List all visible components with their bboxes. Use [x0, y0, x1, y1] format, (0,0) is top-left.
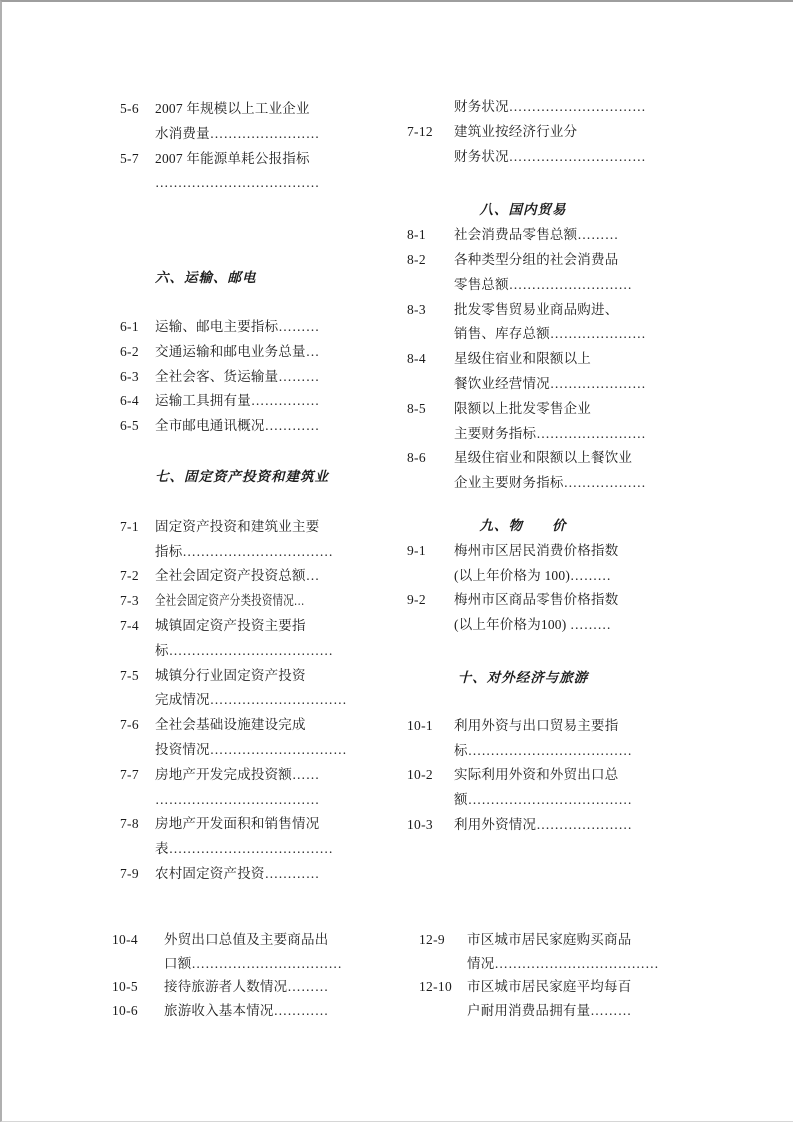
toc-entry: [419, 975, 649, 1022]
entry-text: [454, 446, 646, 496]
entry-line: 城镇分行业固定资产投资: [155, 667, 306, 683]
entry-text: [454, 714, 639, 764]
entry-line: 企业主要财务指标………………: [454, 475, 646, 491]
entry-line: 建筑业按经济行业分: [454, 123, 578, 139]
entry-text: [155, 414, 320, 439]
entry-number: 9-2: [407, 592, 426, 608]
entry-line: 财务状况…………………………: [454, 99, 646, 114]
entry-line: 梅州市区居民消费价格指数: [454, 542, 619, 558]
entry-text: [155, 664, 347, 714]
entry-line: ………………………………: [155, 791, 320, 807]
entry-line: 全社会固定资产分类投资情况…: [155, 593, 305, 609]
entry-line: 餐饮业经营情况…………………: [454, 375, 646, 391]
entry-line: 水消费量……………………: [155, 125, 320, 141]
entry-line: 财务状况…………………………: [454, 148, 646, 164]
entry-number: 7-1: [120, 518, 139, 534]
entry-line: 交通运输和邮电业务总量…: [155, 343, 320, 359]
toc-entry: [120, 97, 320, 147]
entry-line: 运输、邮电主要指标………: [155, 318, 320, 334]
entry-line: 梅州市区商品零售价格指数: [454, 592, 619, 608]
entry-number: 12-9: [419, 932, 445, 947]
entry-number: 6-1: [120, 318, 139, 334]
toc-entry: [120, 564, 320, 589]
entry-text: [454, 347, 646, 397]
entry-text: [155, 589, 320, 614]
entry-number: 8-3: [407, 301, 426, 317]
entry-line: 外贸出口总值及主要商品出: [164, 932, 329, 947]
entry-text: [454, 95, 646, 120]
toc-entry: [407, 714, 639, 764]
entry-line: (以上年价格为 100)………: [454, 567, 612, 583]
entry-number: 10-6: [112, 1002, 138, 1018]
entry-text: [467, 928, 659, 975]
entry-line: 销售、库存总额…………………: [454, 326, 646, 342]
entry-number: 7-3: [120, 593, 139, 609]
entry-number: 7-7: [120, 766, 139, 782]
section-heading: 八、国内贸易: [479, 202, 567, 218]
toc-entry: [120, 365, 320, 390]
toc-entry: [120, 614, 334, 664]
toc-entry: [407, 298, 646, 348]
toc-entry: [120, 515, 334, 565]
entry-number: 8-1: [407, 227, 426, 243]
entry-line: 全社会客、货运输量………: [155, 368, 320, 384]
section-gap: [407, 496, 639, 514]
toc-entry: [407, 539, 639, 589]
entry-text: [164, 975, 327, 999]
entry-text: [155, 340, 320, 365]
entry-text: [454, 539, 639, 589]
section-gap: [407, 169, 639, 198]
entry-text: [155, 365, 320, 390]
entry-text: [155, 862, 320, 887]
entry-line: 标………………………………: [454, 742, 633, 758]
section-gap: [120, 439, 320, 465]
entry-line: 完成情况…………………………: [155, 692, 347, 708]
section-gap: [120, 490, 320, 515]
entry-text: [155, 147, 320, 197]
entry-line: 主要财务指标……………………: [454, 425, 646, 441]
entry-line: 批发零售贸易业商品购进、: [454, 301, 619, 317]
entry-line: 固定资产投资和建筑业主要: [155, 518, 320, 534]
toc-entry: [112, 928, 343, 975]
toc-entry: [407, 95, 646, 120]
entry-text: [155, 713, 347, 763]
entry-number: 8-5: [407, 400, 426, 416]
section-heading: 九、物 价: [479, 517, 567, 533]
toc-entry: [120, 713, 347, 763]
entry-line: 星级住宿业和限额以上餐饮业: [454, 450, 633, 466]
entry-text: [164, 999, 327, 1023]
entry-text: [155, 389, 320, 414]
toc-entry: [112, 975, 327, 999]
entry-line: 利用外资与出口贸易主要指: [454, 717, 619, 733]
entry-number: 7-12: [407, 123, 433, 139]
entry-text: [454, 397, 646, 447]
toc-entry: [120, 414, 320, 439]
toc-entry: [407, 588, 639, 638]
section-gap: [120, 291, 320, 315]
entry-number: 8-2: [407, 251, 426, 267]
toc-entry: [407, 347, 646, 397]
entry-line: 标………………………………: [155, 642, 334, 658]
toc-entry: [120, 147, 320, 197]
toc-entry: [407, 120, 646, 170]
toc-column-left-top: [120, 97, 347, 887]
entry-line: 市区城市居民家庭平均每百: [467, 979, 632, 994]
toc-entry: [407, 446, 646, 496]
entry-line: 运输工具拥有量……………: [155, 393, 320, 409]
entry-line: (以上年价格为100) ………: [454, 617, 612, 633]
entry-number: 9-1: [407, 542, 426, 558]
entry-number: 6-4: [120, 393, 139, 409]
entry-text: [454, 120, 646, 170]
entry-text: [454, 248, 639, 298]
toc-entry: [112, 999, 327, 1023]
entry-text: [454, 813, 639, 838]
entry-text: [155, 564, 320, 589]
entry-text: [454, 763, 639, 813]
entry-number: 7-5: [120, 667, 139, 683]
entry-line: ………………………………: [155, 175, 320, 191]
toc-entry: [407, 813, 639, 838]
section-heading: 七、固定资产投资和建筑业: [155, 468, 329, 484]
entry-number: 5-7: [120, 150, 139, 166]
entry-number: 10-5: [112, 979, 138, 994]
toc-entry: [120, 862, 320, 887]
entry-line: 旅游收入基本情况…………: [164, 1002, 329, 1018]
entry-number: 7-9: [120, 865, 139, 881]
entry-number: 10-3: [407, 816, 433, 832]
entry-line: 全社会基础设施建设完成: [155, 717, 306, 733]
entry-number: 10-4: [112, 932, 138, 947]
entry-number: 10-2: [407, 767, 433, 783]
entry-text: [454, 298, 646, 348]
toc-entry: [407, 223, 639, 248]
entry-line: 户耐用消费品拥有量………: [467, 1002, 632, 1018]
toc-entry: [120, 664, 347, 714]
entry-number: 6-2: [120, 343, 139, 359]
entry-line: 实际利用外资和外贸出口总: [454, 767, 619, 783]
entry-line: 全社会固定资产投资总额…: [155, 568, 320, 584]
toc-column-right-bottom: [419, 928, 659, 1022]
entry-number: 10-1: [407, 717, 433, 733]
entry-number: 7-2: [120, 568, 139, 584]
entry-line: 2007 年规模以上工业企业: [155, 101, 310, 116]
toc-entry: [120, 812, 334, 862]
entry-line: 表………………………………: [155, 841, 334, 857]
toc-column-left-bottom: [112, 928, 343, 1022]
entry-line: 指标……………………………: [155, 543, 334, 559]
entry-text: [467, 975, 649, 1022]
entry-line: 城镇固定资产投资主要指: [155, 617, 306, 633]
section-heading: 六、运输、邮电: [155, 270, 257, 286]
entry-line: 情况………………………………: [467, 955, 659, 971]
toc-entry: [120, 315, 320, 340]
toc-entry: [120, 389, 320, 414]
entry-number: 7-8: [120, 816, 139, 832]
entry-text: [155, 763, 320, 813]
entry-text: [454, 588, 639, 638]
entry-line: 各种类型分组的社会消费品: [454, 251, 619, 267]
entry-text: [155, 97, 320, 147]
section-gap: [120, 196, 320, 266]
entry-line: 星级住宿业和限额以上: [454, 351, 591, 367]
entry-text: [155, 614, 334, 664]
entry-line: 零售总额………………………: [454, 276, 633, 292]
entry-line: 全市邮电通讯概况…………: [155, 418, 320, 434]
entry-text: [164, 928, 343, 975]
section-gap: [407, 691, 639, 714]
entry-number: 8-4: [407, 351, 426, 367]
entry-number: 12-10: [419, 979, 452, 994]
entry-line: 市区城市居民家庭购买商品: [467, 932, 632, 947]
entry-line: 限额以上批发零售企业: [454, 400, 591, 416]
entry-text: [454, 223, 639, 248]
section-gap: [407, 638, 639, 666]
entry-line: 投资情况…………………………: [155, 741, 347, 757]
toc-entry: [407, 248, 639, 298]
entry-line: 额………………………………: [454, 792, 633, 808]
entry-text: [155, 515, 334, 565]
entry-line: 房地产开发完成投资额……: [155, 766, 320, 782]
entry-line: 2007 年能源单耗公报指标: [155, 150, 310, 166]
entry-number: 6-3: [120, 368, 139, 384]
toc-entry: [407, 397, 646, 447]
entry-number: 7-4: [120, 617, 139, 633]
entry-line: 接待旅游者人数情况………: [164, 979, 329, 994]
entry-line: 房地产开发面积和销售情况: [155, 816, 320, 832]
entry-number: 8-6: [407, 450, 426, 466]
entry-text: [155, 315, 320, 340]
entry-line: 口额……………………………: [164, 955, 343, 971]
toc-entry: [120, 340, 320, 365]
entry-line: 农村固定资产投资…………: [155, 865, 320, 881]
toc-entry: [407, 763, 639, 813]
toc-entry: [120, 589, 320, 614]
entry-line: 社会消费品零售总额………: [454, 227, 619, 243]
toc-column-right-top: [407, 95, 646, 838]
entry-number: 7-6: [120, 717, 139, 733]
toc-entry: [419, 928, 659, 975]
entry-line: 利用外资情况…………………: [454, 816, 633, 832]
entry-text: [155, 812, 334, 862]
entry-number: 5-6: [120, 101, 139, 116]
toc-entry: [120, 763, 320, 813]
entry-number: 6-5: [120, 418, 139, 434]
section-heading: 十、对外经济与旅游: [457, 669, 589, 685]
